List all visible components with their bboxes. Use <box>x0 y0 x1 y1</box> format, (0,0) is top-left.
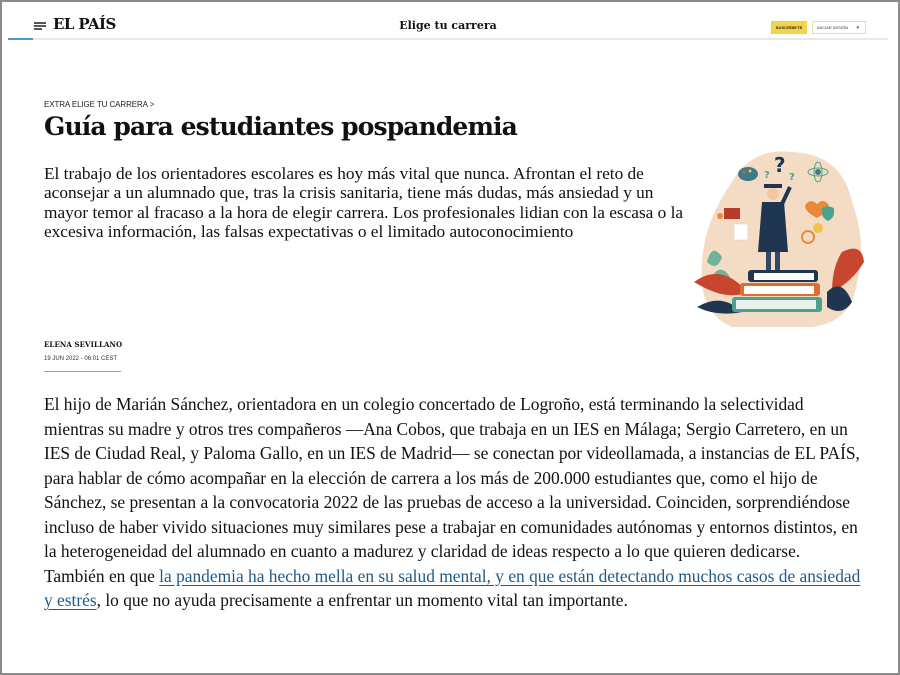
body-text-before: El hijo de Marián Sánchez, orientadora en un colegio concertado de Logroño, está terminando la selectividad mientras su madre y otros tres compañeros —Ana Cobos, que trabaja en un IES en Málaga; Sergio Carretero, en un IES de Ciudad Real, y Paloma Gallo, en un IES de Madrid— se conectan por videollamada, a instancias de EL PAÍS, para hablar de cómo acompañar en la elección de carrera a los más de 200.000 estudiantes que, como el hijo de Sánchez, se presentan a la convocatoria 2022 de las pruebas de acceso a la universidad. Coinciden, sorprendiéndose incluso de haber vivido situaciones muy similares pese a trabajar en comunidades autónomas y entornos distintos, en la heterogeneidad del alumnado en cuanto a madurez y claridad de ideas respecto a lo que quieren dedicarse. También en que <box>44 394 860 586</box>
breadcrumb-kicker[interactable]: EXTRA ELIGE TU CARRERA > <box>44 100 155 109</box>
svg-text:?: ? <box>789 172 795 183</box>
svg-text:?: ? <box>774 153 786 177</box>
article-title: Guía para estudiantes pospandemia <box>44 112 517 141</box>
header-accent-bar <box>8 38 33 40</box>
article-body <box>44 392 864 613</box>
header-divider <box>8 38 888 40</box>
article-subtitle: El trabajo de los orientadores escolares es hoy más vital que nunca. Afrontan el reto de aconsejar a un alumnado que, tras la crisis sanitaria, tiene más dudas, más ansiedad y un mayor temor al fracaso a la hora de elegir carrera. Los profesionales lidian con la escasa o la excesiva información, las falsas expectativas o el limitado autoconocimiento <box>44 164 684 241</box>
body-text-after: , lo que no ayuda precisamente a enfrentar un momento vital tan importante. <box>96 590 628 610</box>
mental-health-link[interactable]: la pandemia ha hecho mella en su salud mental, y en que están detectando muchos casos de ansiedad y estrés <box>44 565 861 610</box>
byline-divider <box>44 371 121 372</box>
chevron-down-icon: ▾ <box>856 25 859 31</box>
author-name[interactable]: ELENA SEVILLANO <box>44 340 123 349</box>
login-button[interactable] <box>812 21 866 34</box>
subscribe-button[interactable]: SUSCRÍBETE <box>771 21 807 34</box>
section-title[interactable]: Elige tu carrera <box>399 19 497 32</box>
login-label: INICIAR SESIÓN <box>817 25 848 30</box>
el-pais-logo[interactable]: EL PAÍS <box>53 15 116 33</box>
publish-date: 19 JUN 2022 - 06:01 CEST <box>44 356 118 362</box>
svg-text:?: ? <box>764 170 770 181</box>
graduate-illustration <box>692 142 868 330</box>
